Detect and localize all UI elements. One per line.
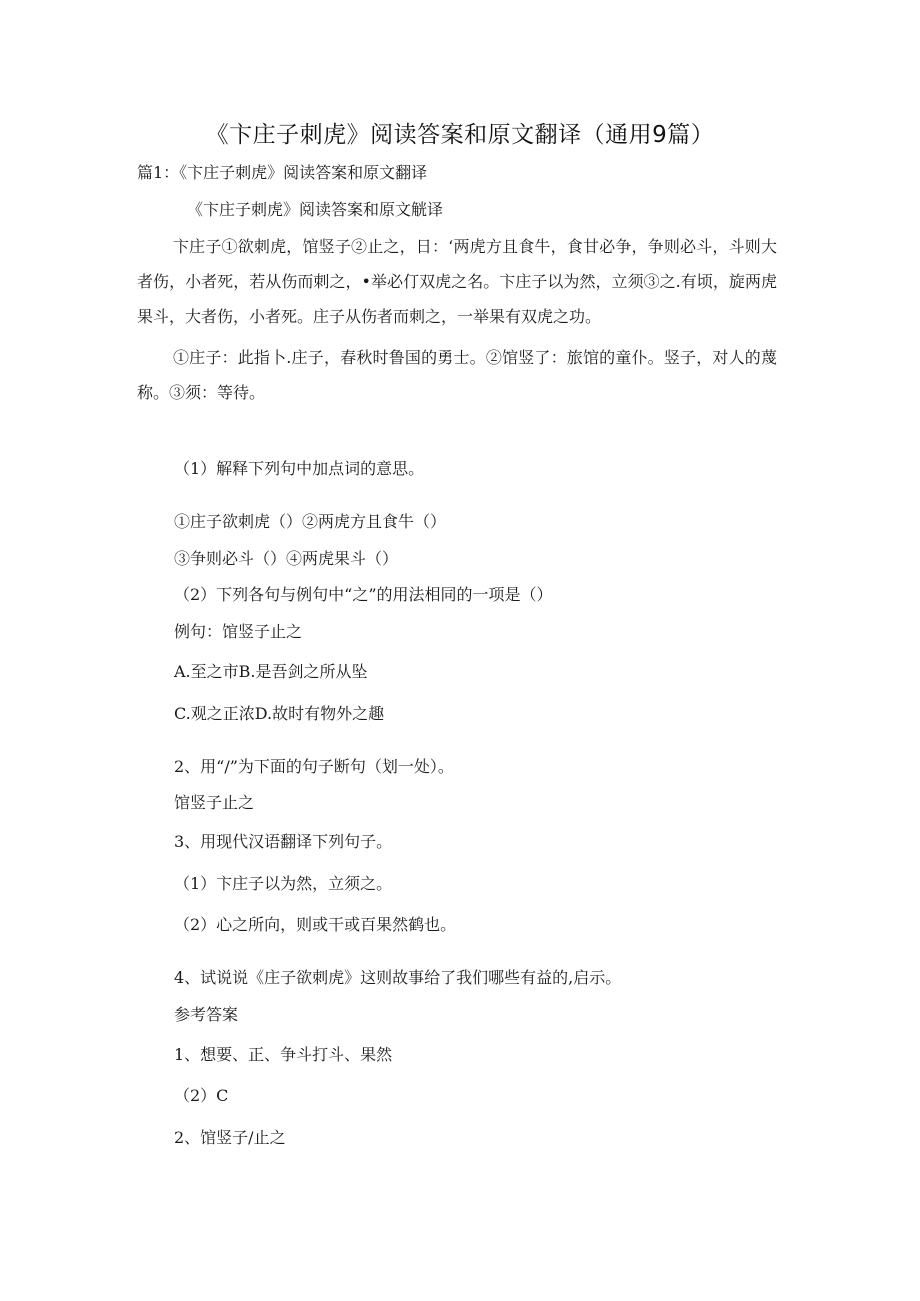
question-2-intro: （2）下列各句与例句中“之”的用法相同的一项是（） xyxy=(174,585,553,604)
question-2-options-ab: A.至之市B.是吾剑之所从坠 xyxy=(174,662,368,681)
question-1-intro: （1）解释下列句中加点词的意思。 xyxy=(174,459,425,478)
question-1-line-2: ③争则必斗（）④两虎果斗（） xyxy=(174,549,399,568)
question-3-sentence: 馆竖子止之 xyxy=(174,793,255,812)
question-4-item-1: （1）卞庄子以为然，立须之。 xyxy=(174,874,393,893)
answers-heading: 参考答案 xyxy=(174,1005,239,1024)
question-2-example: 例句：馆竖子止之 xyxy=(174,622,303,641)
answer-3: 2、馆竖子/止之 xyxy=(174,1128,286,1147)
question-4-intro: 3、用现代汉语翻译下列句子。 xyxy=(174,832,393,851)
question-5-intro: 4、试说说《庄子欲刺虎》这则故事给了我们哪些有益的,启示。 xyxy=(174,968,622,987)
section-heading: 篇1：《卞庄子刺虎》阅读答案和原文翻译 xyxy=(137,163,428,182)
question-2-options-cd: C.观之正浓D.故时有物外之趣 xyxy=(174,704,385,723)
document-title: 《卞庄子刺虎》阅读答案和原文翻译（通用9篇） xyxy=(205,122,715,148)
question-4-item-2: （2）心之所向，则或干或百果然鹤也。 xyxy=(174,915,457,934)
original-text-paragraph: 卞庄子①欲刺虎，馆竖子②止之，日：‘两虎方且食牛，食甘必争，争则必斗，斗则大者伤，小者死，若从伤而刺之，•举必仃双虎之名。卞庄子以为然，立须③之.有顷，旋两虎果斗，大者伤，小者死。庄子从伤者而刺之，一举果有双虎之功。 xyxy=(137,237,777,326)
answer-1: 1、想要、正、争斗打斗、果然 xyxy=(174,1045,393,1064)
answer-2: （2）C xyxy=(174,1086,229,1105)
question-1-line-1: ①庄子欲刺虎（）②两虎方且食牛（） xyxy=(174,512,447,531)
section-subtitle: 《卞庄子刺虎》阅读答案和原文觥译 xyxy=(187,200,444,219)
annotation-paragraph: ①庄子：此指卜.庄子，春秋时鲁国的勇士。②馆竖了：旅馆的童仆。竖子，对人的蔑称。③须：等待。 xyxy=(137,348,777,402)
question-3-intro: 2、用“/”为下面的句子断句（划一处）。 xyxy=(174,757,454,776)
